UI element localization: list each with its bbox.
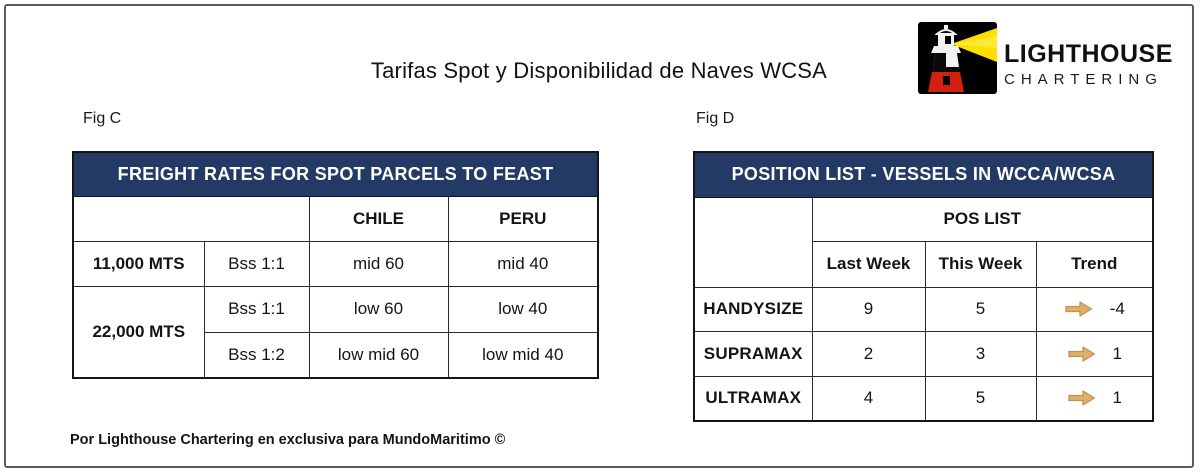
fig-d-label: Fig D (696, 110, 735, 127)
table-row (694, 376, 1153, 421)
attribution-footer: Por Lighthouse Chartering en exclusiva para MundoMaritimo © (70, 432, 506, 448)
lighthouse-chartering-logo (918, 22, 1173, 94)
page-title: Tarifas Spot y Disponibilidad de Naves WCSA (370, 58, 828, 83)
column-header-this-week: This Week (925, 241, 1036, 287)
table-row (73, 241, 598, 286)
pos-list-group-header: POS LIST (812, 197, 1153, 241)
vessel-name-cell: HANDYSIZE (694, 287, 812, 331)
trend-cell (1036, 376, 1153, 421)
basis-cell: Bss 1:1 (204, 286, 309, 332)
parcel-size-cell: 22,000 MTS (73, 286, 204, 378)
peru-rate-cell: low mid 40 (448, 332, 598, 378)
basis-cell: Bss 1:2 (204, 332, 309, 378)
trend-value: 1 (1112, 343, 1122, 363)
peru-rate-cell: low 40 (448, 286, 598, 332)
right-arrow-icon (1067, 388, 1097, 408)
basis-cell: Bss 1:1 (204, 241, 309, 286)
column-header-last-week: Last Week (812, 241, 925, 287)
chile-rate-cell: low 60 (309, 286, 448, 332)
fig-c-label: Fig C (83, 110, 122, 127)
column-header-peru: PERU (448, 196, 598, 241)
logo-wordmark-lighthouse: LIGHTHOUSE (1004, 40, 1173, 68)
last-week-cell: 2 (812, 331, 925, 376)
parcel-size-cell: 11,000 MTS (73, 241, 204, 286)
position-list-title-row (694, 152, 1153, 197)
trend-cell (1036, 287, 1153, 331)
trend-value: -4 (1109, 299, 1125, 318)
freight-rates-table-title: FREIGHT RATES FOR SPOT PARCELS TO FEAST (73, 152, 598, 196)
freight-rates-header-row (73, 196, 598, 241)
table-row (694, 331, 1153, 376)
right-arrow-icon (1067, 344, 1097, 364)
freight-rates-title-row (73, 152, 598, 196)
logo-wordmark (1004, 22, 1173, 87)
table-row (694, 287, 1153, 331)
last-week-cell: 9 (812, 287, 925, 331)
this-week-cell: 3 (925, 331, 1036, 376)
last-week-cell: 4 (812, 376, 925, 421)
position-list-table (693, 151, 1154, 422)
column-header-trend: Trend (1036, 241, 1153, 287)
peru-rate-cell: mid 40 (448, 241, 598, 286)
chile-rate-cell: low mid 60 (309, 332, 448, 378)
position-list-table-title: POSITION LIST - VESSELS IN WCCA/WCSA (694, 152, 1153, 197)
pos-list-group-row (694, 197, 1153, 241)
table-row (73, 286, 598, 332)
trend-value: 1 (1112, 388, 1122, 408)
vessel-name-cell: ULTRAMAX (694, 376, 812, 421)
logo-wordmark-chartering: CHARTERING (1004, 71, 1163, 88)
freight-rates-table (72, 151, 599, 379)
this-week-cell: 5 (925, 376, 1036, 421)
column-header-chile: CHILE (309, 196, 448, 241)
chile-rate-cell: mid 60 (309, 241, 448, 286)
trend-cell (1036, 331, 1153, 376)
blank-header-cell (694, 197, 812, 287)
this-week-cell: 5 (925, 287, 1036, 331)
vessel-name-cell: SUPRAMAX (694, 331, 812, 376)
right-arrow-icon (1064, 299, 1094, 319)
lighthouse-icon (918, 22, 997, 94)
blank-header-cell (73, 196, 309, 241)
document-page (4, 4, 1194, 468)
